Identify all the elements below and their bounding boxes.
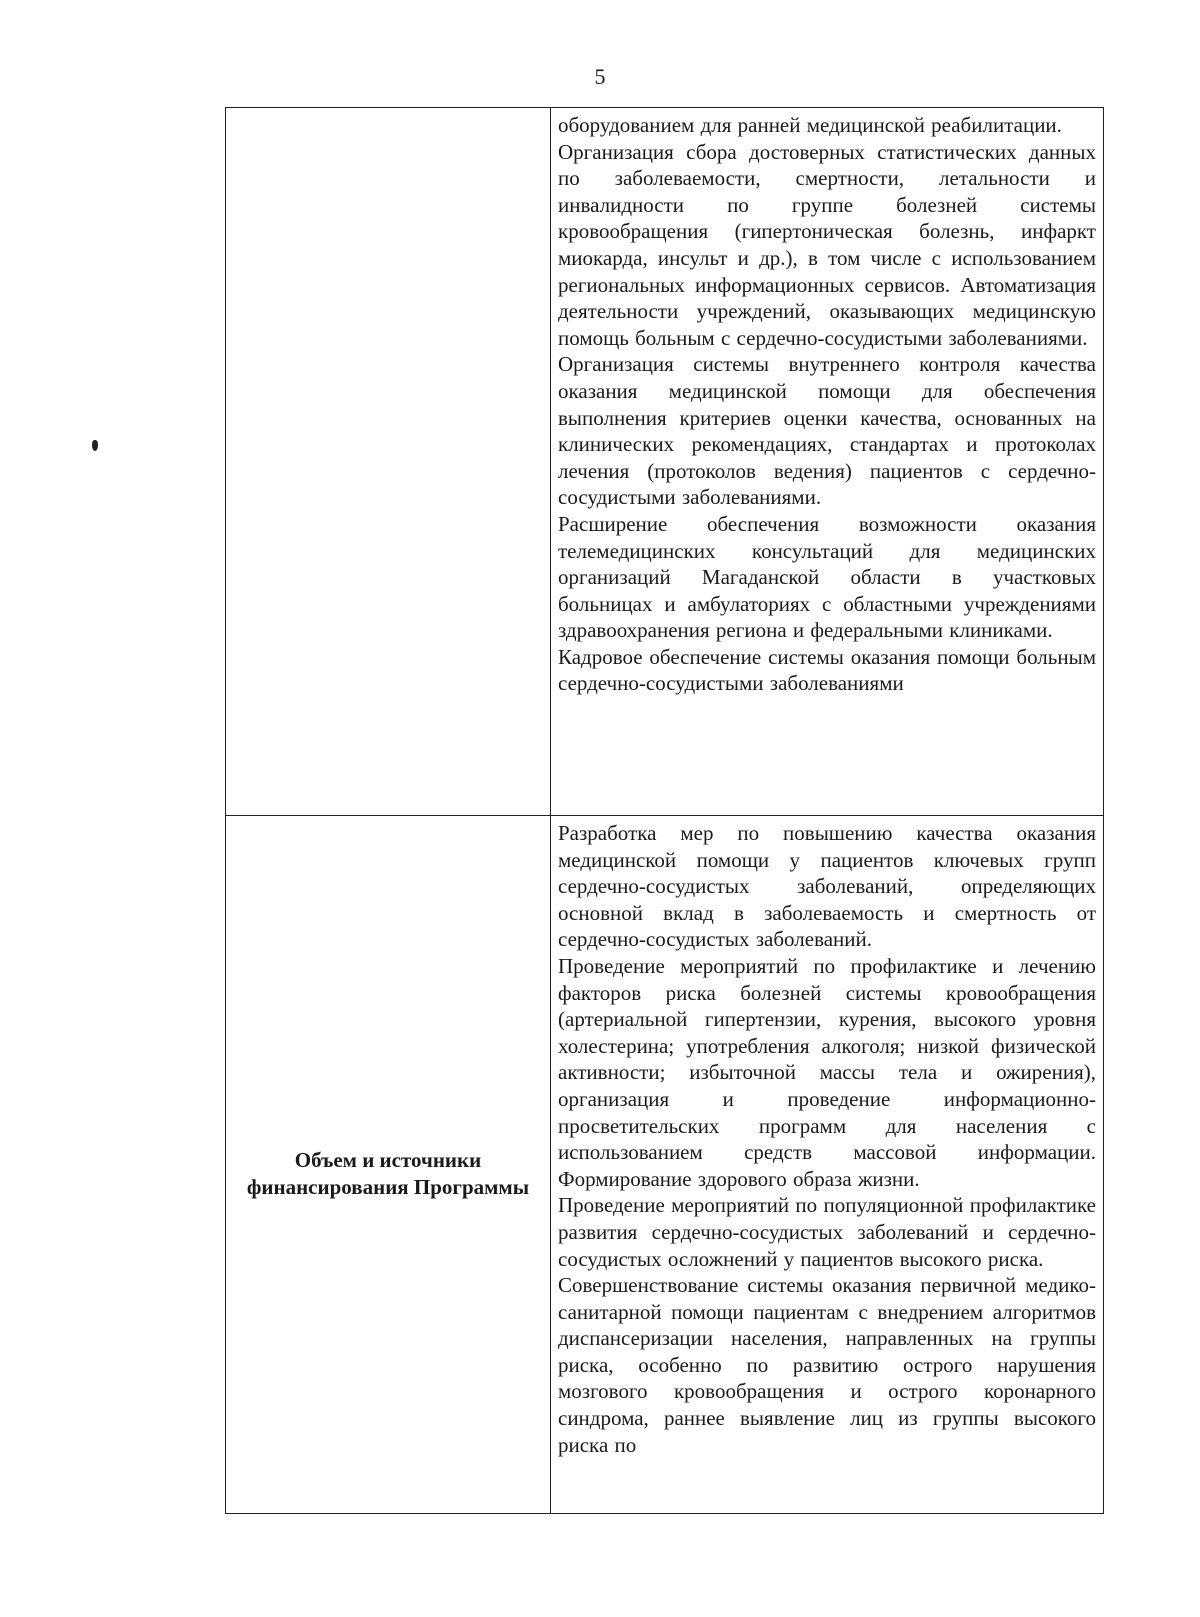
table-row bbox=[226, 108, 1104, 816]
paragraph: Организация сбора достоверных статистических данных по заболеваемости, смертности, летальности и инвалидности по группе болезней системы кровообращения (гипертоническая болезнь, инфаркт миокарда, инсульт и др.), в том числе с использованием региональных информационных сервисов. Автоматизация деятельности учреждений, оказывающих медицинскую помощь больным с сердечно-сосудистыми заболеваниями. bbox=[558, 139, 1096, 350]
paragraph: Проведение мероприятий по профилактике и лечению факторов риска болезней системы кровообращения (артериальной гипертензии, курения, высокого уровня холестерина; употребления алкоголя; низкой физической активности; избыточной массы тела и ожирения), организация и проведение информационно-просветительских программ для населения с использованием средств массовой информации. Формирование здорового образа жизни. bbox=[558, 953, 1096, 1191]
right-cell-measures bbox=[551, 816, 1104, 1514]
page-number: 5 bbox=[594, 64, 606, 89]
left-cell-heading bbox=[226, 816, 551, 1514]
paragraph: Расширение обеспечения возможности оказания телемедицинских консультаций для медицинских организаций Магаданской области в участковых больницах и амбулаториях с областными учреждениями здравоохранения региона и федеральными клиниками. bbox=[558, 511, 1096, 643]
financing-heading: Объем и источники финансирования Программы bbox=[246, 1147, 530, 1199]
paragraph: Проведение мероприятий по популяционной профилактике развития сердечно-сосудистых заболеваний и сердечно-сосудистых осложнений у пациентов высокого риска. bbox=[558, 1193, 1096, 1271]
program-table bbox=[225, 107, 1104, 1514]
paragraph: Организация системы внутреннего контроля качества оказания медицинской помощи для обеспечения выполнения критериев оценки качества, основанных на клинических рекомендациях, стандартах и протоколах лечения (протоколов ведения) пациентов с сердечно-сосудистыми заболеваниями. bbox=[558, 352, 1096, 510]
margin-mark bbox=[92, 440, 98, 451]
table-row bbox=[226, 816, 1104, 1514]
right-cell-measures bbox=[551, 108, 1104, 816]
paragraph: Совершенствование системы оказания первичной медико-санитарной помощи пациентам с внедрением алгоритмов диспансеризации населения, направленных на группы риска, особенно по развитию острого нарушения мозгового кровообращения и острого коронарного синдрома, раннее выявление лиц из группы высокого риска по bbox=[558, 1273, 1096, 1457]
left-cell-empty bbox=[226, 108, 551, 816]
paragraph: Кадровое обеспечение системы оказания помощи больным сердечно-сосудистыми заболеваниями bbox=[558, 644, 1096, 696]
paragraph: оборудованием для ранней медицинской реабилитации. bbox=[558, 113, 1062, 137]
paragraph: Разработка мер по повышению качества оказания медицинской помощи у пациентов ключевых групп сердечно-сосудистых заболеваний, определяющих основной вклад в заболеваемость и смертность от сердечно-сосудистых заболеваний. bbox=[558, 821, 1096, 952]
